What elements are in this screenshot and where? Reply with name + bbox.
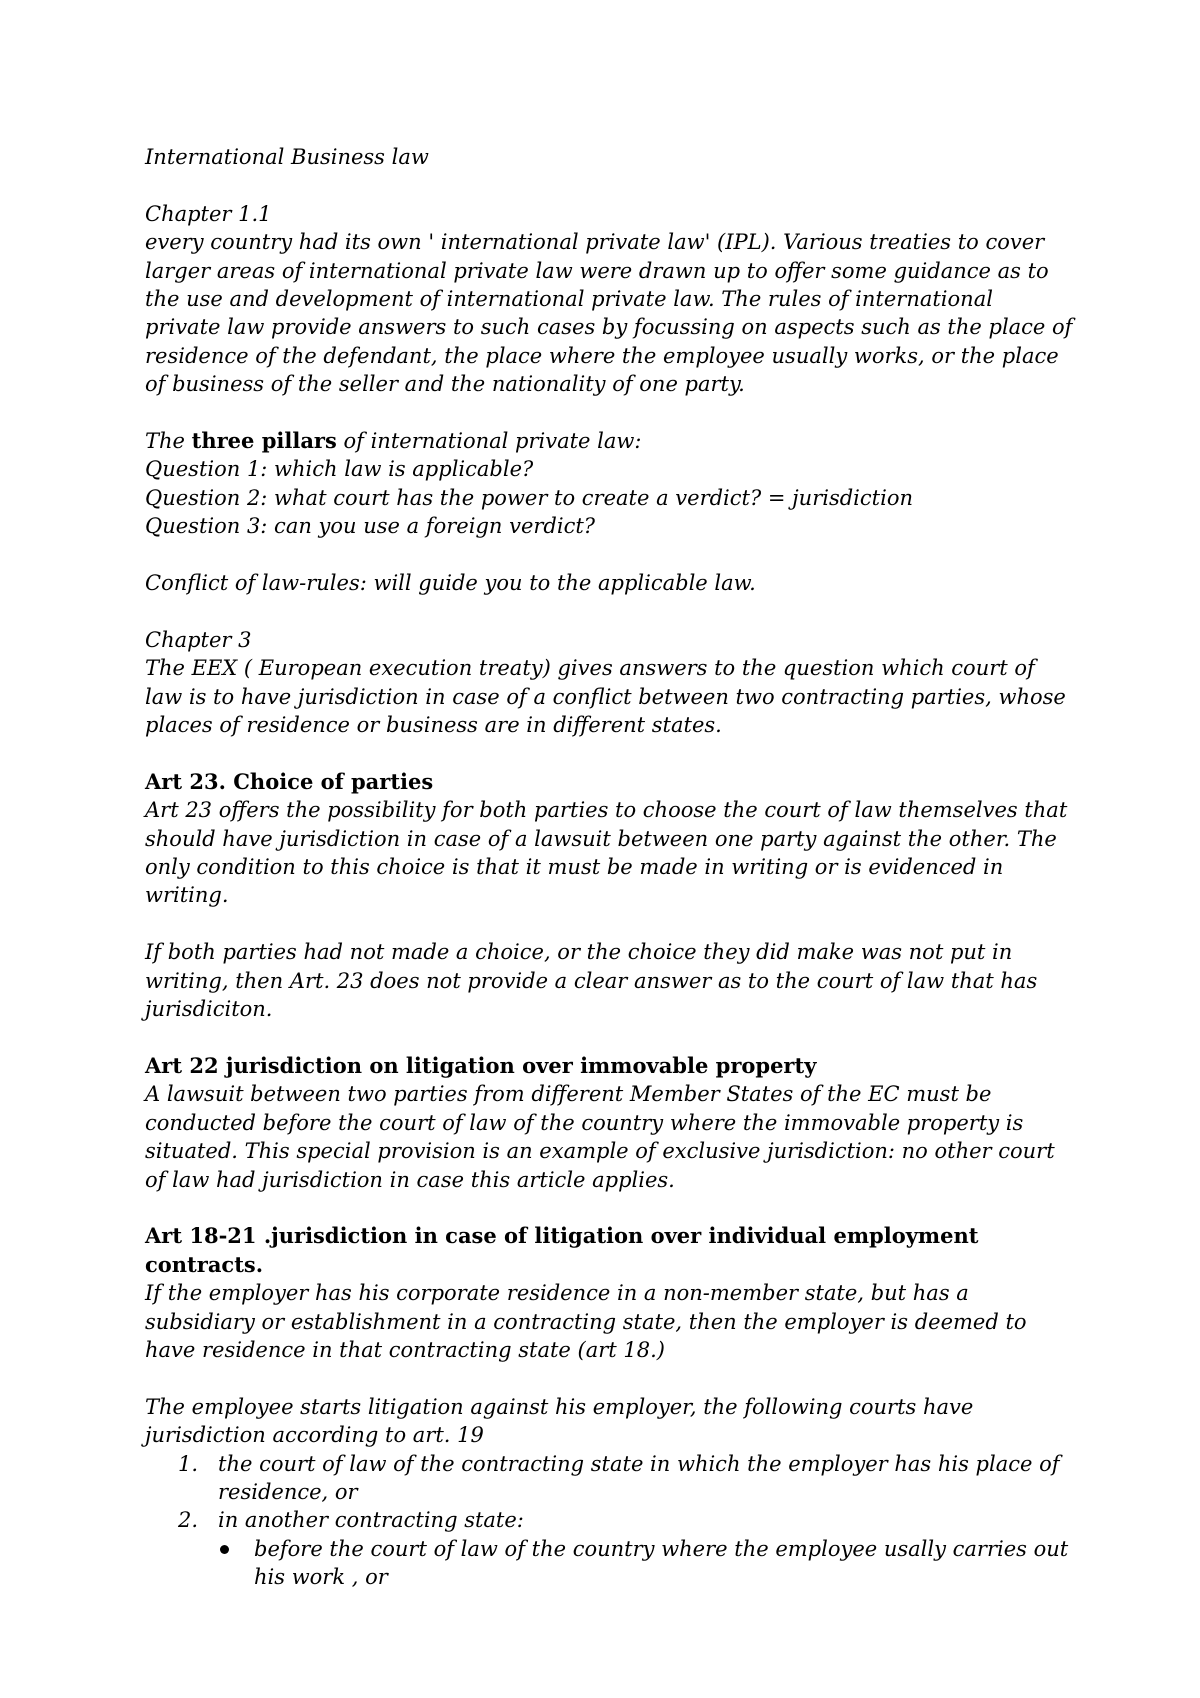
pillars-intro-post: of international private law:: [336, 429, 642, 454]
art-19-paragraph: The employee starts litigation against his employer, the following courts have jurisdiction according to art. 19: [145, 1394, 974, 1448]
list-item-text: the court of law of the contracting state in which the employer has his place of residence, or: [218, 1451, 1060, 1504]
art-22-heading: Art 22 jurisdiction on litigation over immovable property: [145, 1052, 817, 1078]
chapter-3-paragraph: The EEX ( European execution treaty) gives answers to the question which court of law is to have jurisdiction in case of a conflict between two contracting parties, whose places of residence or business are in different states.: [145, 656, 1066, 738]
document-title: International Business law: [145, 145, 429, 169]
art-23-paragraph-2: If both parties had not made a choice, or the choice they did make was not put in writing, then Art. 23 does not provide a clear answer as to the court of law that has jurisdiciton.: [145, 940, 1038, 1022]
numbered-list: [145, 1450, 1075, 1535]
art-18-paragraph-1: If the employer has his corporate residence in a non-member state, but has a subsidiary or establishment in a contracting state, then the employer is deemed to have residence in that contracting state (art 18.): [145, 1281, 1027, 1362]
art-22-paragraph: A lawsuit between two parties from different Member States of the EC must be conducted before the court of law of the country where the immovable property is situated. This special provision is an example of exclusive jurisdiction: no other court of law had jurisdiction in case this article applies.: [145, 1082, 1055, 1192]
question-1: Question 1: which law is applicable?: [145, 457, 534, 482]
chapter-3-heading: Chapter 3: [145, 627, 252, 652]
pillars-intro: [145, 427, 1075, 455]
list-number: 2.: [178, 1508, 199, 1533]
question-3: Question 3: can you use a foreign verdict?: [145, 514, 596, 539]
bullet-icon: [220, 1545, 229, 1554]
art-23-paragraph-1: Art 23 offers the possibility for both parties to choose the court of law themselves that should have jurisdiction in case of a lawsuit between one party against the other. The only condition to this choice is that it must be made in writing or is evidenced in writing.: [145, 798, 1068, 908]
art-23-heading: Art 23. Choice of parties: [145, 768, 434, 794]
list-item-text: in another contracting state:: [218, 1508, 524, 1533]
art-18-21-heading: Art 18-21 .jurisdiction in case of litigation over individual employment contracts.: [145, 1223, 979, 1277]
list-item: [145, 1450, 1075, 1507]
pillars-intro-pre: The: [145, 429, 192, 454]
chapter-1-heading: Chapter 1.1: [145, 201, 272, 226]
document-body: [145, 143, 1075, 1592]
list-item: [145, 1506, 1075, 1534]
bullet-item-text: before the court of law of the country where the employee usally carries out his work , or: [254, 1536, 1069, 1590]
list-number: 1.: [178, 1451, 199, 1476]
chapter-1-paragraph: every country had its own ' international private law' (IPL). Various treaties to cover larger areas of international private law were drawn up to offer some guidance as to the use and development of international private law. The rules of international private law provide answers to such cases by focussing on aspects such as the place of residence of the defendant, the place where the employee usually works, or the place of business of the seller and the nationality of one party.: [145, 230, 1073, 397]
bullet-item: [145, 1535, 1075, 1592]
pillars-intro-bold: three pillars: [191, 428, 337, 454]
conflict-of-law-note: Conflict of law-rules: will guide you to the applicable law.: [145, 571, 756, 596]
question-2: Question 2: what court has the power to create a verdict? = jurisdiction: [145, 485, 913, 510]
bullet-list: [145, 1535, 1075, 1592]
